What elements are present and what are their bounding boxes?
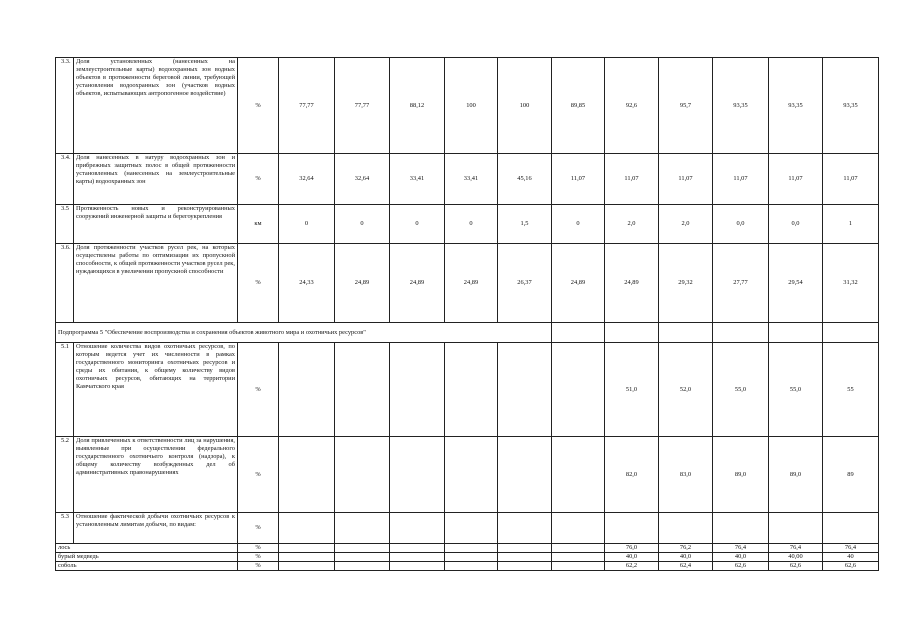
value-cell: 31,32 <box>823 244 879 323</box>
value-cell: 83,0 <box>659 437 713 513</box>
value-cell: 51,0 <box>605 343 659 437</box>
value-cell: 27,77 <box>713 244 769 323</box>
table-row <box>56 553 879 562</box>
row-number: 3.5 <box>56 205 74 244</box>
subprogram-row <box>56 323 879 343</box>
unit-cell: % <box>238 58 279 154</box>
value-cell: 55,0 <box>713 343 769 437</box>
unit-cell: % <box>238 343 279 437</box>
value-cell: 40,0 <box>713 553 769 562</box>
value-cell: 76,4 <box>713 544 769 553</box>
value-cell <box>335 553 390 562</box>
row-number: 5.1 <box>56 343 74 437</box>
value-cell: 62,6 <box>769 562 823 571</box>
value-cell: 52,0 <box>659 343 713 437</box>
value-cell: 0 <box>552 205 605 244</box>
value-cell: 100 <box>498 58 552 154</box>
value-cell: 0 <box>279 205 335 244</box>
value-cell <box>769 513 823 544</box>
row-number: 3.6. <box>56 244 74 323</box>
value-cell <box>445 553 498 562</box>
value-cell: 29,54 <box>769 244 823 323</box>
value-cell: 76,4 <box>769 544 823 553</box>
value-cell: 62,2 <box>605 562 659 571</box>
value-cell <box>498 544 552 553</box>
row-number: 5.3 <box>56 513 74 544</box>
table-row <box>56 205 879 244</box>
value-cell <box>279 544 335 553</box>
value-cell: 33,41 <box>390 154 445 205</box>
value-cell <box>498 553 552 562</box>
value-cell: 40,0 <box>605 553 659 562</box>
value-cell: 40,00 <box>769 553 823 562</box>
value-cell <box>713 513 769 544</box>
value-cell: 32,64 <box>279 154 335 205</box>
value-cell <box>605 513 659 544</box>
value-cell: 76,4 <box>823 544 879 553</box>
value-cell <box>823 513 879 544</box>
unit-cell: % <box>238 562 279 571</box>
value-cell: 24,89 <box>445 244 498 323</box>
table-body <box>56 58 879 571</box>
indicator-name: Отношение фактической добычи охотничьих ресурсов к установленным лимитам добычи, по видам: <box>74 513 238 544</box>
table-row <box>56 154 879 205</box>
value-cell: 0 <box>335 205 390 244</box>
value-cell: 82,0 <box>605 437 659 513</box>
value-cell <box>552 343 605 437</box>
value-cell <box>552 513 605 544</box>
value-cell: 92,6 <box>605 58 659 154</box>
empty-cell <box>713 323 769 343</box>
value-cell <box>390 553 445 562</box>
value-cell <box>498 343 552 437</box>
value-cell: 24,89 <box>552 244 605 323</box>
value-cell: 76,2 <box>659 544 713 553</box>
value-cell: 2,0 <box>605 205 659 244</box>
unit-cell: % <box>238 244 279 323</box>
species-label: бурый медведь <box>56 553 238 562</box>
value-cell <box>279 513 335 544</box>
unit-cell: км <box>238 205 279 244</box>
value-cell: 1,5 <box>498 205 552 244</box>
value-cell <box>498 437 552 513</box>
value-cell: 62,4 <box>659 562 713 571</box>
value-cell <box>552 544 605 553</box>
value-cell: 26,37 <box>498 244 552 323</box>
indicator-name: Отношение количества видов охотничьих ресурсов, по которым ведется учет их численности в рамках государственного мониторинга охотничьих ресурсов и среды их обитания, к общему количеству видов охотничьих ресурсов, обитающих на территории Камчатского края <box>74 343 238 437</box>
value-cell: 0 <box>390 205 445 244</box>
value-cell: 0,0 <box>769 205 823 244</box>
value-cell <box>335 513 390 544</box>
indicator-name: Доля установленных (нанесенных на землеустроительные карты) водоохранных зон водных объектов в протяженности береговой линии, требующей установления водоохранных зон (участков водных объектов, испытывающих антропогенное воздействие) <box>74 58 238 154</box>
value-cell <box>390 437 445 513</box>
value-cell <box>279 437 335 513</box>
value-cell <box>552 437 605 513</box>
value-cell <box>445 343 498 437</box>
value-cell: 11,07 <box>605 154 659 205</box>
value-cell <box>335 562 390 571</box>
table-row <box>56 562 879 571</box>
value-cell: 45,16 <box>498 154 552 205</box>
indicator-name: Доля нанесенных в натуру водоохранных зон и прибрежных защитных полос в общей протяженности установленных (нанесенных на землеустроительные карты) водоохранных зон <box>74 154 238 205</box>
unit-cell: % <box>238 154 279 205</box>
value-cell <box>390 513 445 544</box>
unit-cell: % <box>238 437 279 513</box>
value-cell <box>552 562 605 571</box>
value-cell: 55 <box>823 343 879 437</box>
value-cell: 32,64 <box>335 154 390 205</box>
empty-cell <box>823 323 879 343</box>
indicator-name: Доля протяженности участков русел рек, на которых осуществлены работы по оптимизации их пропускной способности, к общей протяженности участков русел рек, нуждающихся в увеличении пропускной способности <box>74 244 238 323</box>
unit-cell: % <box>238 553 279 562</box>
value-cell: 11,07 <box>713 154 769 205</box>
indicator-name: Доля привлеченных к ответственности лиц за нарушения, выявленные при осуществлении федерального государственного охотничьего контроля (надзора), к общему количеству возбужденных дел об административных правонарушениях <box>74 437 238 513</box>
value-cell: 95,7 <box>659 58 713 154</box>
value-cell: 77,77 <box>279 58 335 154</box>
value-cell <box>279 553 335 562</box>
value-cell <box>659 513 713 544</box>
value-cell <box>445 544 498 553</box>
value-cell: 24,33 <box>279 244 335 323</box>
value-cell <box>390 544 445 553</box>
unit-cell: % <box>238 544 279 553</box>
table-row <box>56 544 879 553</box>
value-cell: 62,6 <box>823 562 879 571</box>
species-label: лось <box>56 544 238 553</box>
value-cell: 55,0 <box>769 343 823 437</box>
value-cell: 89,0 <box>713 437 769 513</box>
value-cell: 24,89 <box>605 244 659 323</box>
empty-cell <box>552 323 605 343</box>
value-cell <box>335 544 390 553</box>
value-cell: 0,0 <box>713 205 769 244</box>
value-cell: 93,35 <box>769 58 823 154</box>
table-row <box>56 244 879 323</box>
value-cell <box>498 513 552 544</box>
value-cell: 40 <box>823 553 879 562</box>
species-label: соболь <box>56 562 238 571</box>
value-cell: 76,0 <box>605 544 659 553</box>
value-cell: 62,6 <box>713 562 769 571</box>
value-cell: 93,35 <box>823 58 879 154</box>
value-cell: 0 <box>445 205 498 244</box>
value-cell: 24,89 <box>335 244 390 323</box>
value-cell <box>390 343 445 437</box>
value-cell: 29,32 <box>659 244 713 323</box>
value-cell <box>335 437 390 513</box>
indicator-table <box>55 57 879 571</box>
value-cell <box>279 343 335 437</box>
value-cell: 89,85 <box>552 58 605 154</box>
table-row <box>56 58 879 154</box>
empty-cell <box>659 323 713 343</box>
value-cell <box>335 343 390 437</box>
value-cell: 24,89 <box>390 244 445 323</box>
value-cell <box>552 553 605 562</box>
value-cell <box>390 562 445 571</box>
value-cell: 93,35 <box>713 58 769 154</box>
value-cell: 11,07 <box>769 154 823 205</box>
value-cell: 40,0 <box>659 553 713 562</box>
value-cell <box>279 562 335 571</box>
value-cell: 77,77 <box>335 58 390 154</box>
table-row <box>56 513 879 544</box>
empty-cell <box>605 323 659 343</box>
value-cell <box>445 562 498 571</box>
table-row <box>56 437 879 513</box>
indicator-name: Протяженность новых и реконструированных сооружений инженерной защиты и берегоукрепления <box>74 205 238 244</box>
value-cell: 11,07 <box>659 154 713 205</box>
value-cell: 100 <box>445 58 498 154</box>
value-cell <box>445 513 498 544</box>
value-cell: 89,0 <box>769 437 823 513</box>
value-cell <box>498 562 552 571</box>
row-number: 3.3. <box>56 58 74 154</box>
value-cell: 11,07 <box>552 154 605 205</box>
value-cell: 11,07 <box>823 154 879 205</box>
value-cell: 2,0 <box>659 205 713 244</box>
value-cell: 88,12 <box>390 58 445 154</box>
empty-cell <box>769 323 823 343</box>
subprogram-title: Подпрограмма 5 "Обеспечение воспроизводства и сохранения объектов животного мира и охотничьих ресурсов" <box>56 323 552 343</box>
row-number: 5.2 <box>56 437 74 513</box>
value-cell: 89 <box>823 437 879 513</box>
row-number: 3.4. <box>56 154 74 205</box>
table-row <box>56 343 879 437</box>
value-cell <box>445 437 498 513</box>
value-cell: 1 <box>823 205 879 244</box>
unit-cell: % <box>238 513 279 544</box>
value-cell: 33,41 <box>445 154 498 205</box>
